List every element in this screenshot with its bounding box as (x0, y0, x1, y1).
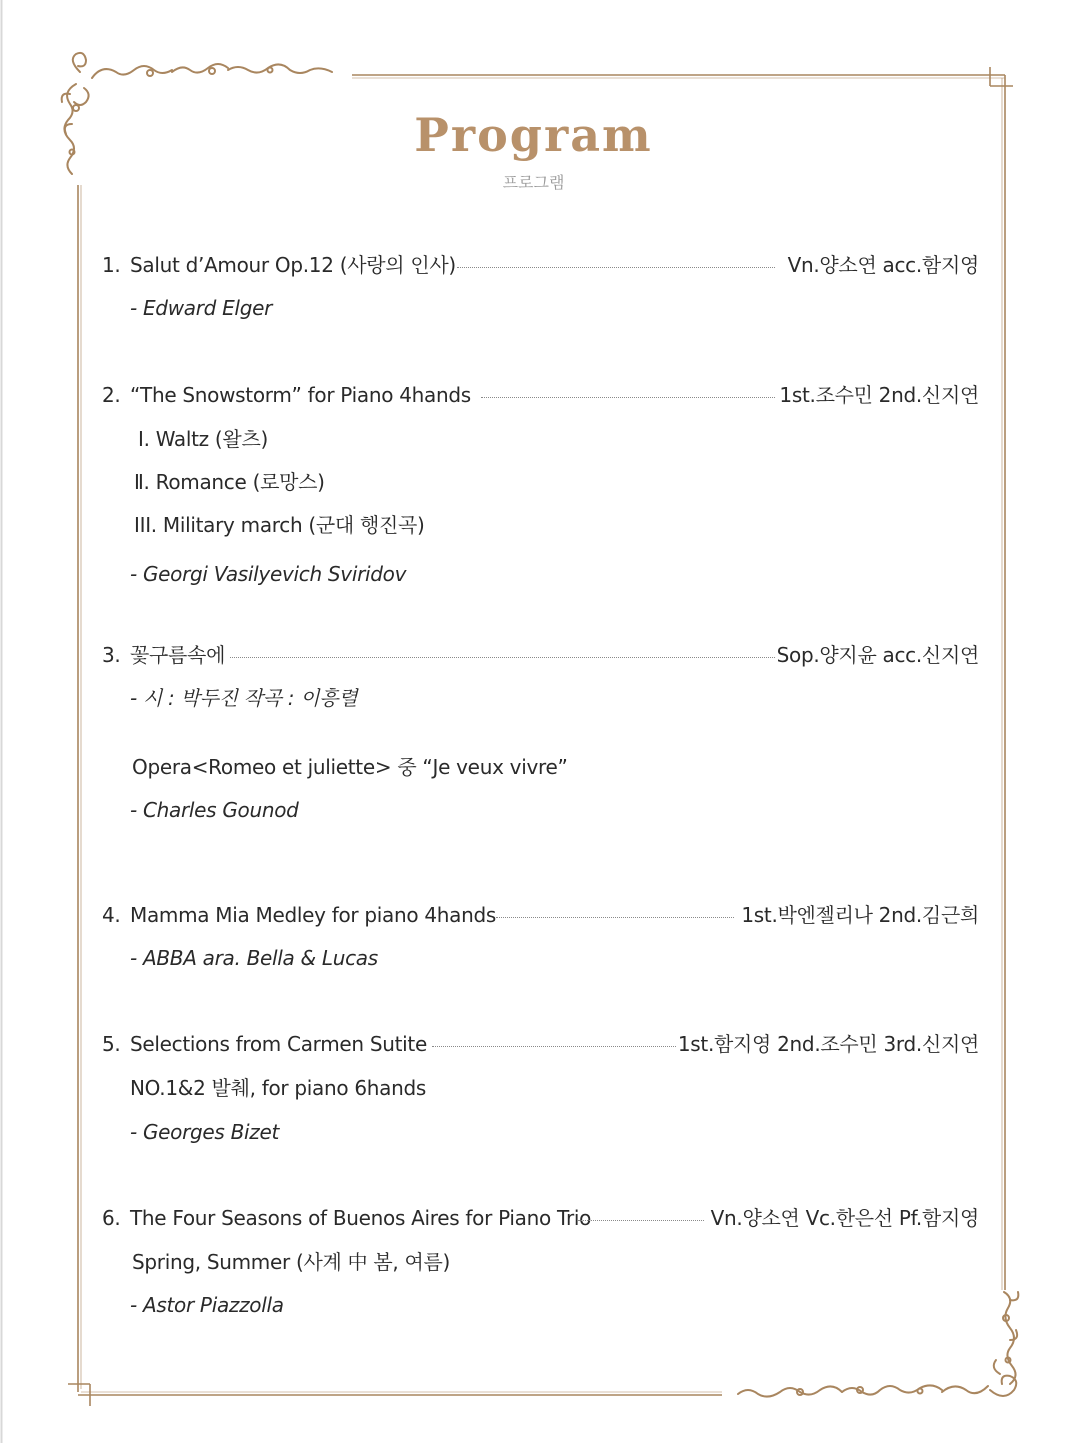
leader-dots (496, 917, 734, 918)
item-number: 1. (102, 253, 121, 277)
item-number: 4. (102, 903, 121, 927)
item-composer: - Georges Bizet (130, 1120, 280, 1144)
leader-dots (481, 397, 775, 398)
item-composer: - Edward Elger (130, 296, 273, 320)
item-title: The Four Seasons of Buenos Aires for Piano Trio (130, 1206, 592, 1230)
item-composer: - Astor Piazzolla (130, 1293, 284, 1317)
item-performers: 1st.조수민 2nd.신지연 (779, 383, 979, 407)
item-performers: 1st.박엔젤리나 2nd.김근희 (741, 903, 979, 927)
item-title: 꽃구름속에 (130, 643, 226, 667)
item-performers: Vn.양소연 acc.함지영 (787, 253, 979, 277)
item-title: Mamma Mia Medley for piano 4hands (130, 903, 497, 927)
item-number: 2. (102, 383, 121, 407)
item-subtitle: NO.1&2 발췌, for piano 6hands (130, 1076, 426, 1100)
item-composer: - Georgi Vasilyevich Sviridov (130, 562, 407, 586)
item-subtitle: Spring, Summer (사계 中 봄, 여름) (132, 1250, 451, 1274)
page-subtitle: 프로그램 (502, 173, 565, 192)
movement-1: Ⅰ. Waltz (왈츠) (138, 427, 268, 451)
item-title: “The Snowstorm” for Piano 4hands (130, 383, 471, 407)
item-performers: 1st.함지영 2nd.조수민 3rd.신지연 (677, 1032, 979, 1056)
item-extra-composer: - Charles Gounod (130, 798, 299, 822)
item-composer: - ABBA ara. Bella & Lucas (130, 946, 378, 970)
item-extra-title: Opera<Romeo et juliette> 중 “Je veux vivre” (132, 755, 568, 779)
item-performers: Vn.양소연 Vc.한은선 Pf.함지영 (710, 1206, 979, 1230)
leader-dots (432, 1046, 676, 1047)
item-performers: Sop.양지윤 acc.신지연 (776, 643, 979, 667)
item-title: Salut d’Amour Op.12 (사랑의 인사) (130, 253, 456, 277)
item-number: 5. (102, 1032, 121, 1056)
movement-3: III. Military march (군대 행진곡) (134, 513, 425, 537)
page-title: Program (414, 108, 653, 162)
item-number: 3. (102, 643, 121, 667)
leader-dots (578, 1220, 704, 1221)
leader-dots (457, 267, 775, 268)
item-number: 6. (102, 1206, 121, 1230)
item-title: Selections from Carmen Sutite (130, 1032, 427, 1056)
movement-2: Ⅱ. Romance (로망스) (134, 470, 325, 494)
item-composer: - 시 : 박두진 작곡 : 이흥렬 (130, 686, 358, 710)
leader-dots (230, 657, 775, 658)
